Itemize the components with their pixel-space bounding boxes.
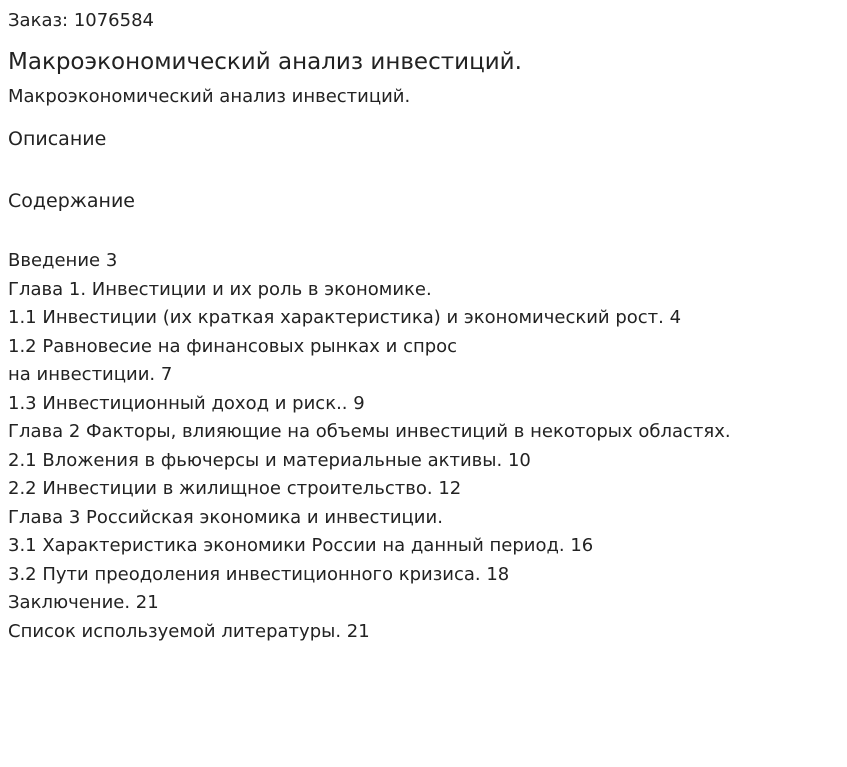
toc-item: Глава 1. Инвестиции и их роль в экономике. bbox=[8, 278, 432, 300]
toc-item: Заключение. 21 bbox=[8, 592, 159, 613]
contents-heading: Содержание bbox=[8, 190, 135, 212]
toc-item: 1.3 Инвестиционный доход и риск.. 9 bbox=[8, 392, 365, 414]
toc-item: 3.2 Пути преодоления инвестиционного кризиса. 18 bbox=[8, 563, 510, 585]
page-subtitle: Макроэкономический анализ инвестиций. bbox=[8, 86, 411, 107]
toc-item: Введение 3 bbox=[8, 250, 118, 271]
toc-item: 3.1 Характеристика экономики России на данный период. 16 bbox=[8, 535, 594, 556]
toc-item: 2.2 Инвестиции в жилищное строительство. 12 bbox=[8, 478, 462, 499]
toc-item: 2.1 Вложения в фьючерсы и материальные активы. 10 bbox=[8, 449, 531, 471]
toc-item: Глава 2 Факторы, влияющие на объемы инвестиций в некоторых областях. bbox=[8, 421, 731, 442]
toc-item: 1.1 Инвестиции (их краткая характеристика) и экономический рост. 4 bbox=[8, 307, 682, 328]
table-of-contents bbox=[8, 247, 839, 646]
toc-item: 1.2 Равновесие на финансовых рынках и спрос bbox=[8, 335, 458, 357]
toc-item: Список используемой литературы. 21 bbox=[8, 620, 370, 642]
toc-item: Глава 3 Российская экономика и инвестиции. bbox=[8, 506, 443, 528]
description-heading: Описание bbox=[8, 128, 107, 150]
page-title: Макроэкономический анализ инвестиций. bbox=[8, 49, 522, 75]
order-number: Заказ: 1076584 bbox=[8, 10, 154, 31]
toc-item: на инвестиции. 7 bbox=[8, 364, 173, 385]
